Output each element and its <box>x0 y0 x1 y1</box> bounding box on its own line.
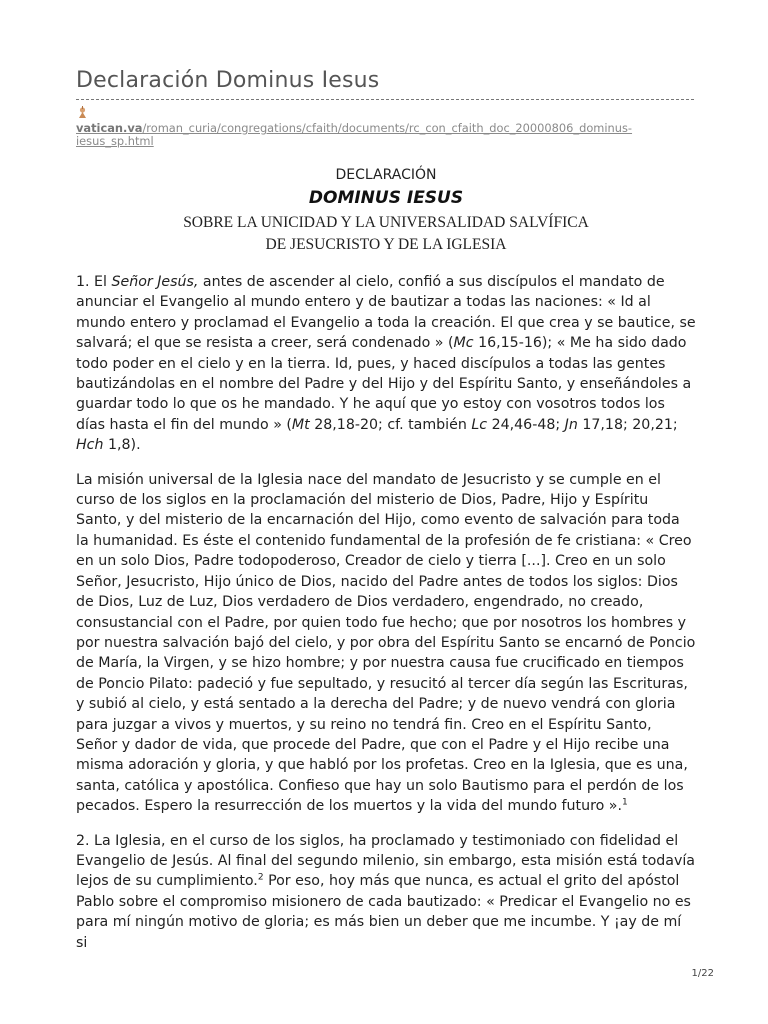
italic-text: Mc <box>453 335 474 352</box>
italic-text: Lc <box>471 416 488 433</box>
italic-text: Jn <box>564 416 578 433</box>
page-number: 1/22 <box>691 968 714 979</box>
text-run: Por eso, hoy más que nunca, es actual el grito del apóstol Pablo sobre el compromiso misionero de cada bautizado: « Predicar el Evangelio no es para mí ningún motivo de gloria; es más bien un deber que me incumbe. Y ¡ay de mí si <box>76 873 691 951</box>
text-run: 17,18; 20,21; <box>577 416 678 433</box>
text-run: 2. La Iglesia, en el curso de los siglos, ha proclamado y testimoniado con fidelidad el Evangelio de Jesús. Al final del segundo milenio, sin embargo, esta misión está todavía lejos de su cumplimiento. <box>76 832 695 890</box>
document-body <box>76 272 696 967</box>
text-run: 1. El <box>76 274 112 290</box>
declaration-subtitle-line2: DE JESUCRISTO Y DE LA IGLESIA <box>265 236 507 253</box>
text-run: 24,46-48; <box>487 416 565 433</box>
paragraph <box>76 831 696 953</box>
paragraph <box>76 470 696 817</box>
source-path: /roman_curia/congregations/cfaith/documents/rc_con_cfaith_doc_20000806_dominus-iesus_sp.html <box>76 121 633 148</box>
footnote-ref[interactable]: 1 <box>621 797 628 808</box>
source-line <box>76 106 646 148</box>
text-run: La misión universal de la Iglesia nace del mandato de Jesucristo y se cumple en el curso de los siglos en la proclamación del misterio de Dios, Padre, Hijo y Espíritu Santo, y del misterio de la encarnación del Hijo, como evento de salvación para toda la humanidad. Es éste el contenido fundamental de la profesión de fe cristiana: « Creo en un solo Dios, Padre todopoderoso, Creador de cielo y tierra [...]. Creo en un solo Señor, Jesucristo, Hijo único de Dios, nacido del Padre antes de todos los siglos: Dios de Dios, Luz de Luz, Dios verdadero de Dios verdadero, engendrado, no creado, consustancial con el Padre, por quien todo fue hecho; que por nosotros los hombres y por nuestra salvación bajó del cielo, y por obra del Espíritu Santo se encarnó de Poncio de María, la Virgen, y se hizo hombre; y por nuestra causa fue crucificado en tiempos de Poncio Pilato: padeció y fue sepultado, y resucitó al tercer día según las Escrituras, y subió al cielo, y está sentado a la derecha del Padre; y de nuevo vendrá con gloria para juzgar a vivos y muertos, y su reino no tendrá fin. Creo en el Espíritu Santo, Señor y dador de vida, que procede del Padre, que con el Padre y el Hijo recibe una misma adoración y gloria, y que habló por los profetas. Creo en la Iglesia, que es una, santa, católica y apostólica. Confieso que hay un solo Bautismo para el perdón de los pecados. Espero la resurrección de los muertos y la vida del mundo futuro ». <box>76 471 696 815</box>
declaration-title: DOMINUS IESUS <box>308 188 464 208</box>
text-run: antes de ascender al cielo, confió a sus discípulos el mandato de anunciar el Evangelio al mundo entero y de bautizar a todas las naciones: « Id al mundo entero y proclamad el Evangelio a toda la creación. El que crea y se bautice, se salvará; el que se resista a creer, será condenado » ( <box>76 274 696 352</box>
text-run: 1,8). <box>103 437 141 454</box>
text-run: 28,18-20; cf. también <box>309 416 472 433</box>
footnote-ref[interactable]: 2 <box>257 872 264 883</box>
italic-text: Mt <box>291 416 310 433</box>
vatican-logo-icon <box>76 106 89 122</box>
title-divider <box>76 99 694 100</box>
declaration-subtitle-line1: SOBRE LA UNICIDAD Y LA UNIVERSALIDAD SALVÍFICA <box>183 214 589 231</box>
page-title: Declaración Dominus Iesus <box>76 68 380 93</box>
paragraph <box>76 272 696 456</box>
text-run: 16,15-16); « Me ha sido dado todo poder en el cielo y en la tierra. Id, pues, y haced discípulos a todas las gentes bautizándolas en el nombre del Padre y del Hijo y del Espíritu Santo, y enseñándoles a guardar todo lo que os he mandado. Y he aquí que yo estoy con vosotros todos los días hasta el fin del mundo » ( <box>76 335 692 433</box>
source-link[interactable] <box>76 121 632 148</box>
italic-text: Señor Jesús, <box>111 274 199 290</box>
italic-text: Hch <box>76 437 104 454</box>
declaration-label: DECLARACIÓN <box>335 167 437 183</box>
source-host: vatican.va <box>76 121 143 135</box>
